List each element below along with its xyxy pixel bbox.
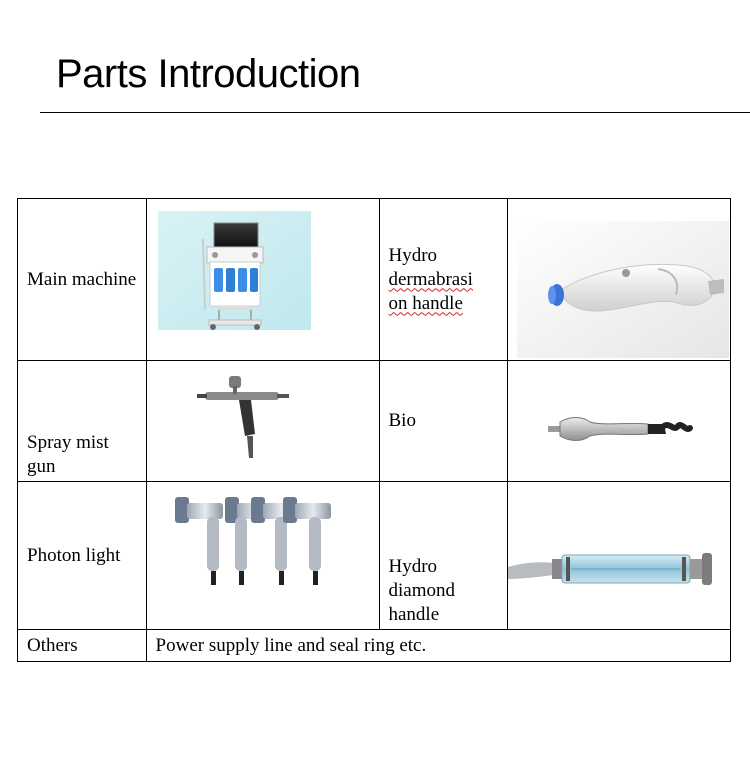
others-description: Power supply line and seal ring etc.: [155, 634, 427, 656]
photon-light-photo: [147, 483, 379, 628]
image-cell: [508, 199, 731, 361]
label-cell: [18, 199, 147, 361]
hydro-dermabrasion-handle-photo: [508, 199, 730, 360]
label-cell: [18, 361, 147, 482]
table-row: [18, 630, 731, 662]
bio-handle-photo: [508, 362, 730, 480]
label-cell: [379, 482, 508, 630]
description-cell: [146, 630, 730, 662]
title-divider: [40, 112, 750, 113]
part-label-hydro-diamond-handle: Hydro diamond handle: [388, 556, 455, 625]
part-label-hydro-dermabrasion-handle: Hydro dermabrasi on handle: [388, 244, 473, 314]
part-label-bio: Bio: [388, 410, 416, 431]
image-cell: [146, 482, 379, 630]
hydro-diamond-handle-photo: [508, 483, 730, 628]
part-label-others: Others: [27, 634, 78, 656]
part-label-spray-mist-gun: Spray mist gun: [27, 432, 109, 477]
spray-gun-photo: [147, 362, 379, 480]
label-cell: [379, 199, 508, 361]
label-cell: [379, 361, 508, 482]
part-label-main-machine: Main machine: [27, 268, 137, 290]
table-row: [18, 199, 731, 361]
image-cell: [508, 361, 731, 482]
main-machine-photo: [147, 199, 379, 360]
parts-table: [17, 198, 731, 662]
part-label-photon-light: Photon light: [27, 544, 121, 566]
label-cell: [18, 482, 147, 630]
image-cell: [146, 199, 379, 361]
table-row: [18, 361, 731, 482]
label-cell: [18, 630, 147, 662]
image-cell: [146, 361, 379, 482]
page-title: Parts Introduction: [56, 52, 361, 96]
image-cell: [508, 482, 731, 630]
table-row: [18, 482, 731, 630]
